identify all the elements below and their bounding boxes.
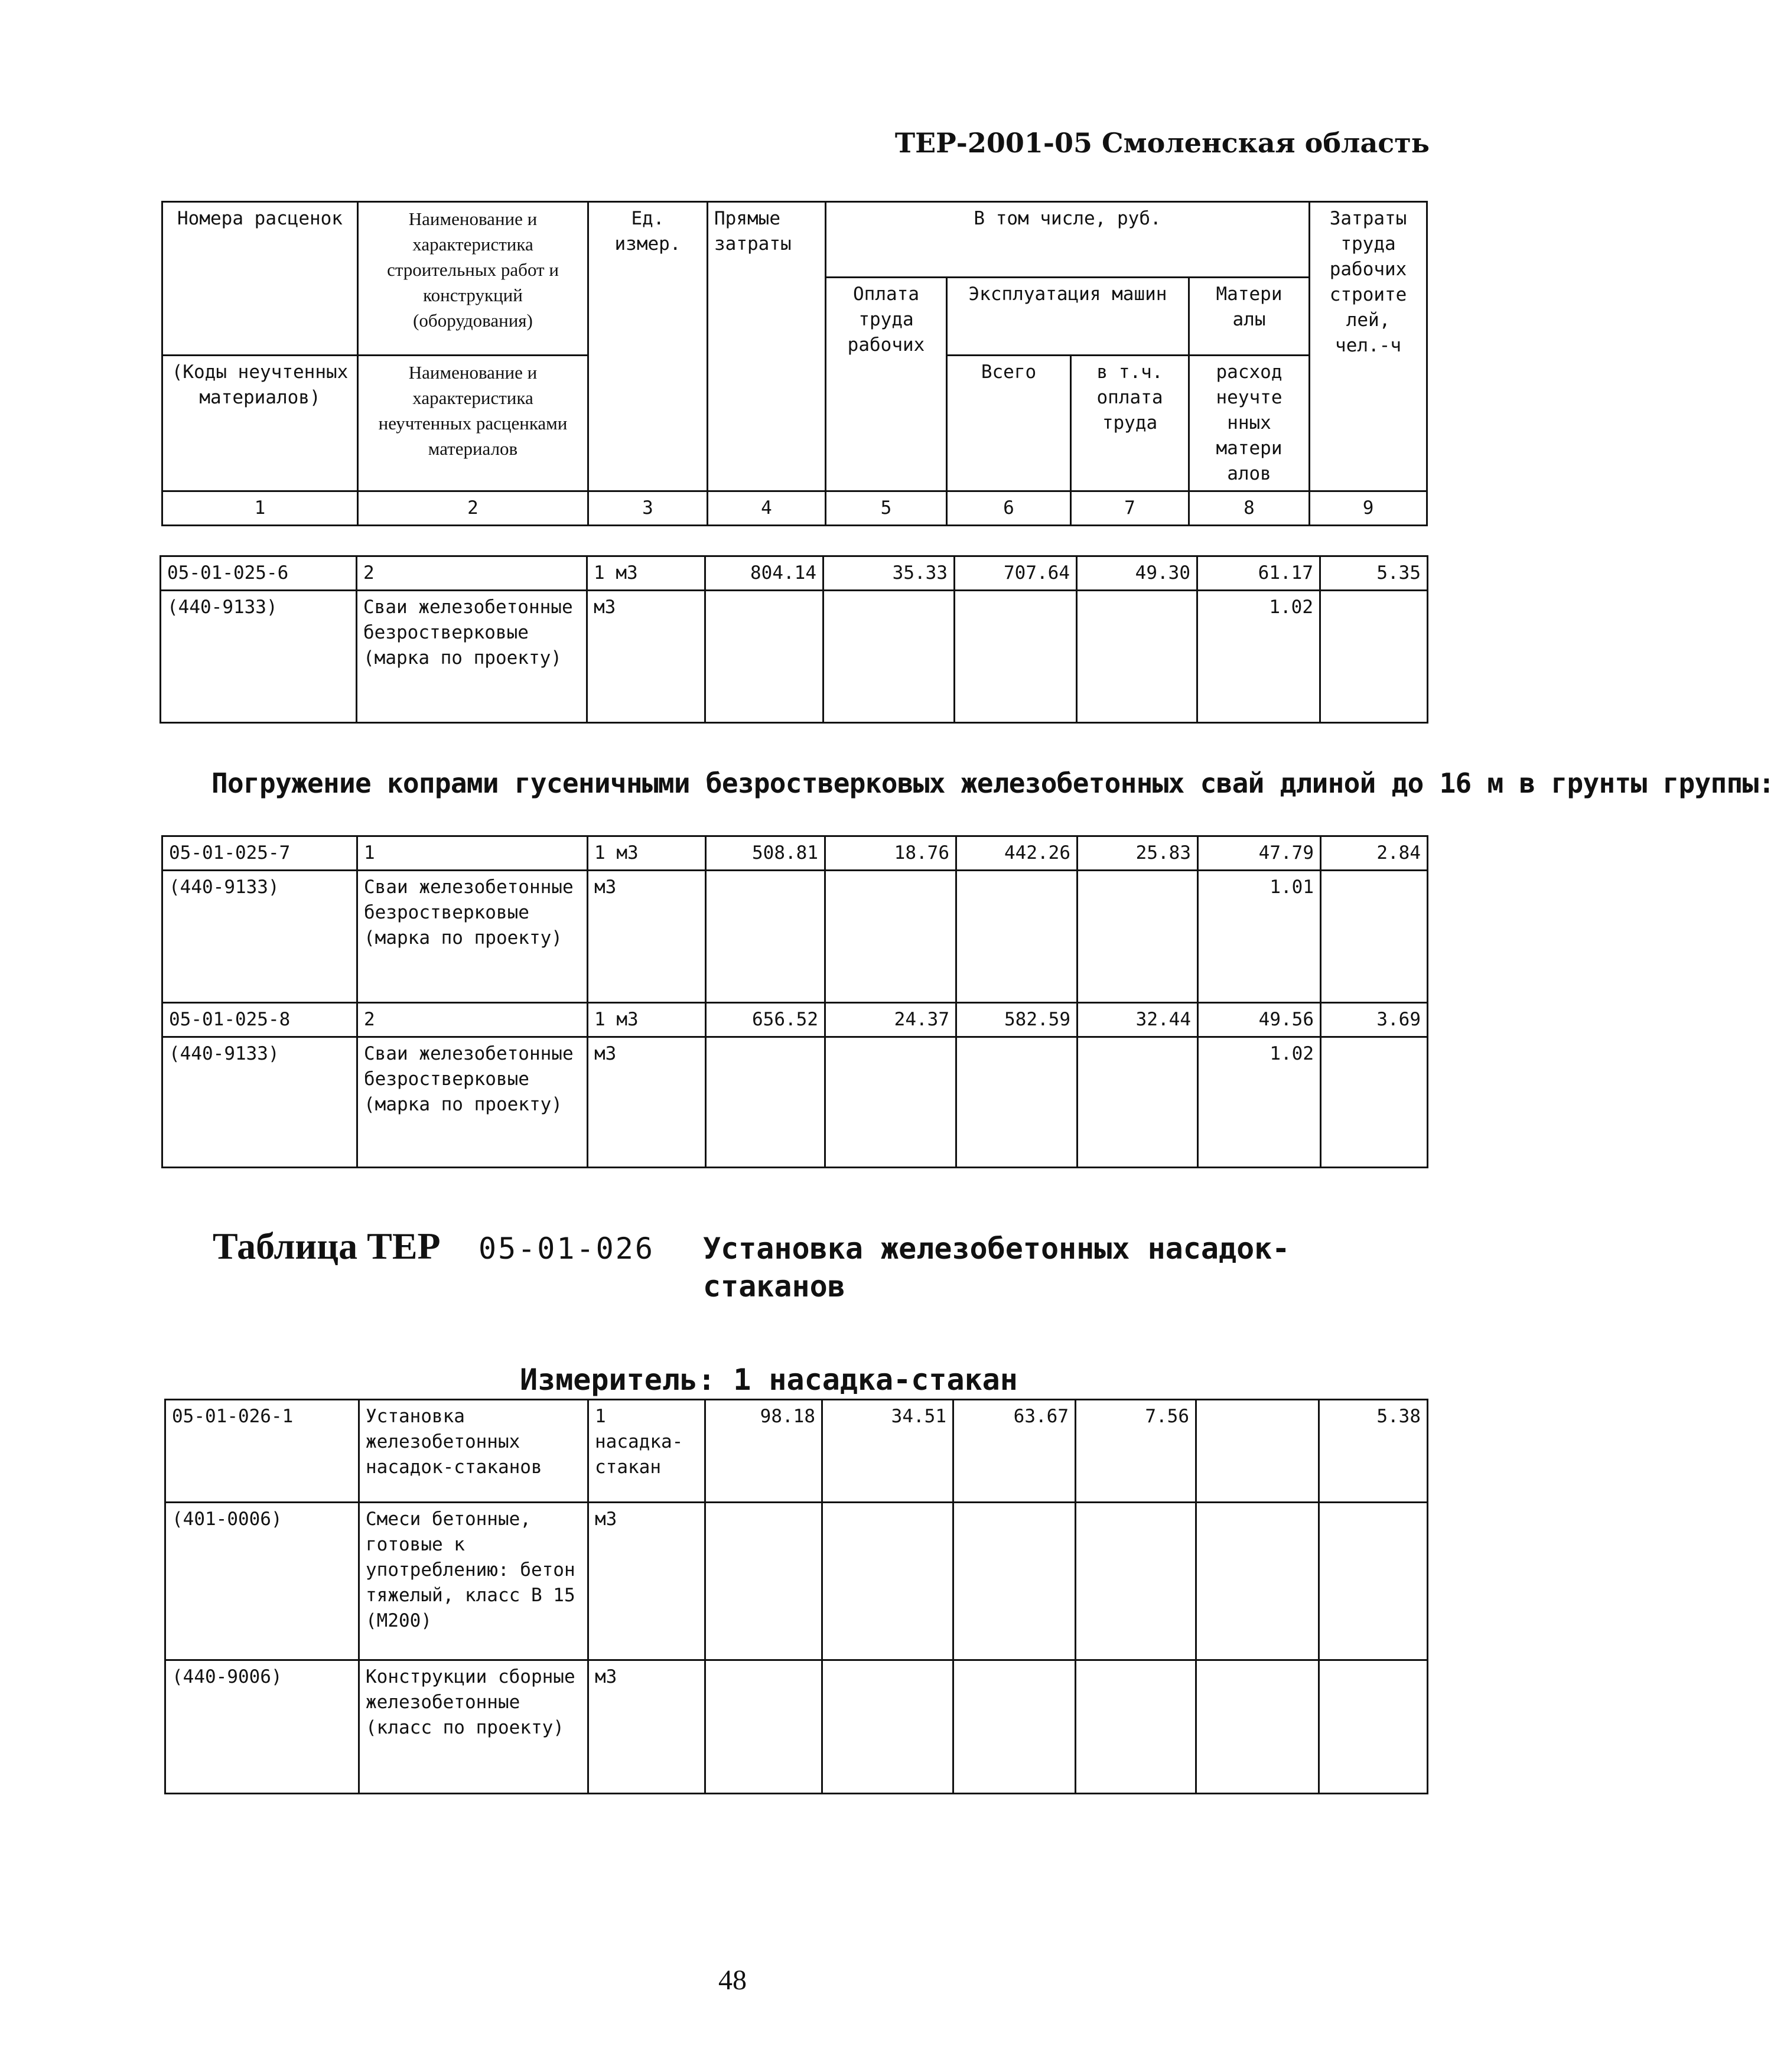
labor-hours: 5.35 [1320, 556, 1428, 591]
machines-total [956, 1037, 1078, 1168]
table-row [165, 1503, 1428, 1660]
labor-pay: 35.33 [823, 556, 955, 591]
machines-labor [1077, 591, 1197, 723]
col-number: 3 [588, 491, 708, 526]
direct-costs: 98.18 [705, 1400, 822, 1503]
header-col3: Ед. измер. [588, 202, 708, 491]
header-col2-bottom: Наименование и характеристика неучтенных расценками материалов [358, 356, 588, 491]
labor-pay: 24.37 [825, 1003, 956, 1037]
direct-costs [706, 1037, 825, 1168]
table-row [165, 1660, 1428, 1794]
page-number: 48 [718, 1965, 747, 1996]
header-col7: в т.ч. оплата труда [1071, 356, 1189, 491]
rate-code: 05-01-025-7 [162, 836, 357, 871]
labor-hours [1321, 871, 1428, 1003]
machines-total [956, 871, 1078, 1003]
rate-name: 2 [357, 1003, 588, 1037]
labor-pay [822, 1660, 953, 1794]
header-col8-bottom: расход неучте нных матери алов [1189, 356, 1310, 491]
material-unit: м3 [588, 871, 706, 1003]
header-col5: Оплата труда рабочих [826, 278, 947, 491]
material-name: Сваи железобетонные безростверковые (марка по проекту) [357, 1037, 588, 1168]
section-title [165, 767, 1774, 799]
table-row [161, 591, 1428, 723]
table-row [161, 556, 1428, 591]
machines-labor [1076, 1503, 1196, 1660]
table-title-line2: стаканов [703, 1269, 845, 1304]
rates-table-3 [164, 1399, 1428, 1794]
header-col2-top: Наименование и характеристика строительных работ и конструкций (оборудования) [358, 202, 588, 356]
direct-costs [705, 591, 823, 723]
table-row [162, 1037, 1428, 1168]
labor-pay [825, 1037, 956, 1168]
material-code: (440-9133) [162, 871, 357, 1003]
col-number: 4 [708, 491, 826, 526]
rate-unit: 1 насадка-стакан [588, 1400, 705, 1503]
material-unit: м3 [588, 1660, 705, 1794]
header-col6: Всего [947, 356, 1071, 491]
material-consumption: 1.02 [1197, 591, 1320, 723]
labor-pay: 34.51 [822, 1400, 953, 1503]
col-number: 1 [162, 491, 358, 526]
material-unit: м3 [588, 1037, 706, 1168]
labor-pay: 18.76 [825, 836, 956, 871]
measurement-unit: Измеритель: 1 насадка-стакан [520, 1363, 1018, 1397]
rate-code: 05-01-025-8 [162, 1003, 357, 1037]
material-code: (440-9133) [161, 591, 357, 723]
material-name: Сваи железобетонные безростверковые (марка по проекту) [357, 591, 587, 723]
material-code: (440-9133) [162, 1037, 357, 1168]
table-row [162, 871, 1428, 1003]
machines-labor [1078, 871, 1198, 1003]
rate-code: 05-01-025-6 [161, 556, 357, 591]
rate-name: Установка железобетонных насадок-стаканов [359, 1400, 588, 1503]
machines-labor: 32.44 [1078, 1003, 1198, 1037]
machines-labor [1078, 1037, 1198, 1168]
material-code: (401-0006) [165, 1503, 359, 1660]
labor-hours: 2.84 [1321, 836, 1428, 871]
materials: 47.79 [1198, 836, 1321, 871]
table-row [162, 1003, 1428, 1037]
running-head: ТЕР-2001-05 Смоленская область [894, 127, 1430, 159]
table-row [165, 1400, 1428, 1503]
direct-costs: 508.81 [706, 836, 825, 871]
machines-total: 582.59 [956, 1003, 1078, 1037]
direct-costs [705, 1660, 822, 1794]
labor-hours: 3.69 [1321, 1003, 1428, 1037]
direct-costs: 804.14 [705, 556, 823, 591]
material-name: Смеси бетонные, готовые к употреблению: бетон тяжелый, класс В 15 (М200) [359, 1503, 588, 1660]
machines-total: 707.64 [955, 556, 1077, 591]
machines-total [953, 1503, 1076, 1660]
materials: 49.56 [1198, 1003, 1321, 1037]
header-ekspl: Эксплуатация машин [947, 278, 1189, 356]
material-name: Конструкции сборные железобетонные (класс по проекту) [359, 1660, 588, 1794]
material-consumption [1196, 1503, 1319, 1660]
column-header-table [161, 201, 1428, 526]
header-col8-top: Матери алы [1189, 278, 1310, 356]
machines-total [955, 591, 1077, 723]
material-unit: м3 [588, 1503, 705, 1660]
materials [1196, 1400, 1319, 1503]
col-number: 6 [947, 491, 1071, 526]
header-group: В том числе, руб. [826, 202, 1310, 278]
direct-costs: 656.52 [706, 1003, 825, 1037]
direct-costs [705, 1503, 822, 1660]
labor-hours [1319, 1660, 1428, 1794]
rate-unit: 1 м3 [588, 836, 706, 871]
machines-total: 442.26 [956, 836, 1078, 871]
machines-labor: 49.30 [1077, 556, 1197, 591]
machines-total: 63.67 [953, 1400, 1076, 1503]
material-name: Сваи железобетонные безростверковые (марка по проекту) [357, 871, 588, 1003]
labor-hours [1319, 1503, 1428, 1660]
labor-hours [1320, 591, 1428, 723]
direct-costs [706, 871, 825, 1003]
table-title-line1: Установка железобетонных насадок- [703, 1232, 1290, 1266]
rates-table-1 [160, 555, 1428, 724]
col-number: 5 [826, 491, 947, 526]
table-row [162, 836, 1428, 871]
machines-labor [1076, 1660, 1196, 1794]
rates-table-2 [161, 835, 1428, 1168]
material-code: (440-9006) [165, 1660, 359, 1794]
table-title-number: 05-01-026 [479, 1232, 655, 1266]
labor-pay [825, 871, 956, 1003]
machines-labor: 25.83 [1078, 836, 1198, 871]
machines-labor: 7.56 [1076, 1400, 1196, 1503]
section-title-text: Погружение копрами гусеничными безростверковых железобетонных свай длиной до 16 м в грунты группы: [211, 767, 1774, 799]
rate-unit: 1 м3 [588, 1003, 706, 1037]
material-consumption: 1.02 [1198, 1037, 1321, 1168]
header-col1-bottom: (Коды неучтенных материалов) [162, 356, 358, 491]
material-unit: м3 [587, 591, 705, 723]
header-col9: Затраты труда рабочих строите лей, чел.-ч [1310, 202, 1427, 491]
col-number: 9 [1310, 491, 1427, 526]
materials: 61.17 [1197, 556, 1320, 591]
rate-name: 2 [357, 556, 587, 591]
rate-unit: 1 м3 [587, 556, 705, 591]
labor-pay [823, 591, 955, 723]
material-consumption [1196, 1660, 1319, 1794]
col-number: 8 [1189, 491, 1310, 526]
machines-total [953, 1660, 1076, 1794]
labor-pay [822, 1503, 953, 1660]
table-title-prefix: Таблица ТЕР [213, 1225, 441, 1267]
labor-hours [1321, 1037, 1428, 1168]
rate-name: 1 [357, 836, 588, 871]
material-consumption: 1.01 [1198, 871, 1321, 1003]
col-number: 2 [358, 491, 588, 526]
labor-hours: 5.38 [1319, 1400, 1428, 1503]
header-col4: Прямые затраты [708, 202, 826, 491]
rate-code: 05-01-026-1 [165, 1400, 359, 1503]
col-number: 7 [1071, 491, 1189, 526]
header-col1-top: Номера расценок [162, 202, 358, 356]
table-title [213, 1223, 1436, 1311]
